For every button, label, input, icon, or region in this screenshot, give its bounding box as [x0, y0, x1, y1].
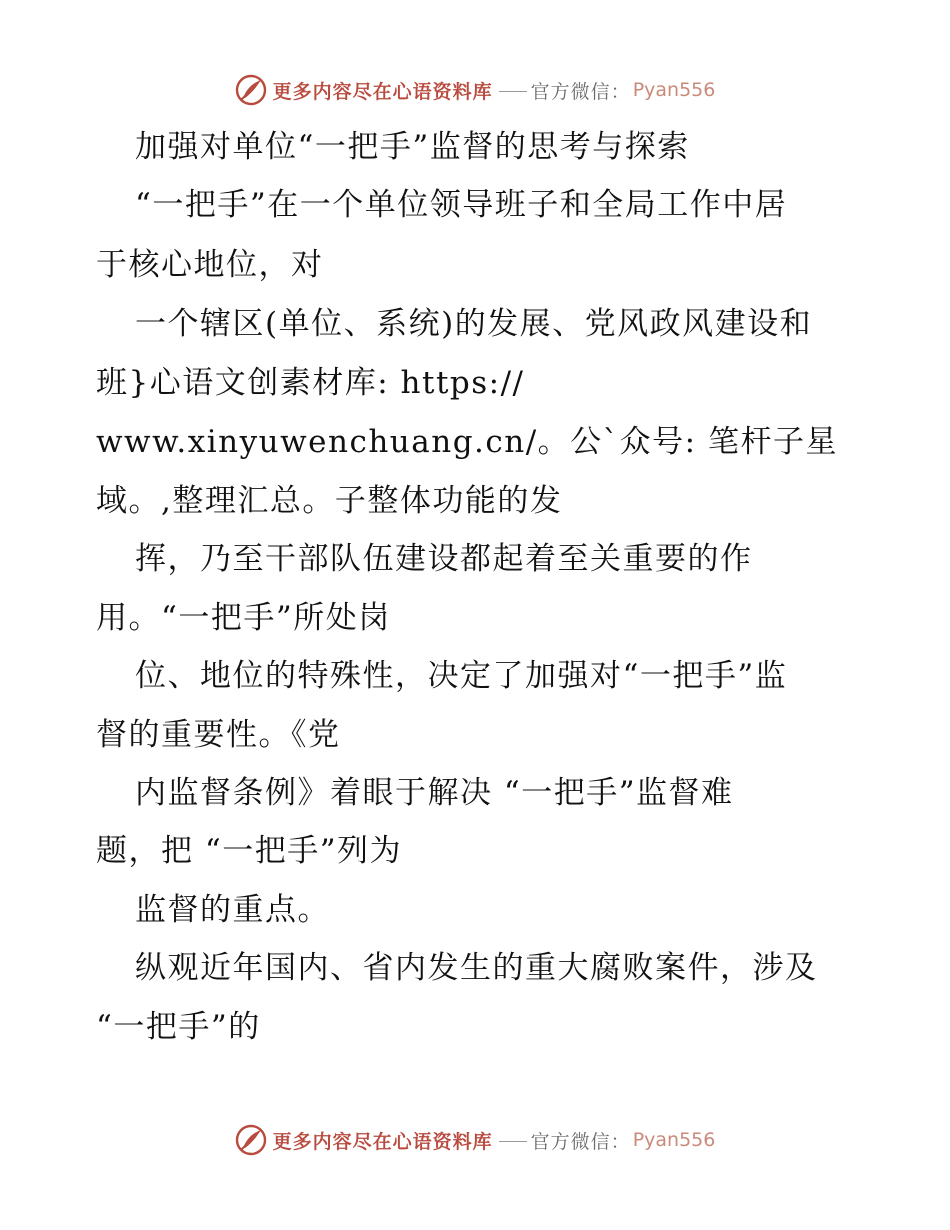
- header-banner: [0, 70, 950, 110]
- banner-contact-label: 官方微信：: [530, 80, 631, 103]
- text-line: 题，把 “一把手”列为: [96, 833, 403, 869]
- banner-brand: 更多内容尽在心语资料库: [272, 1130, 493, 1153]
- text-line: 一个辖区(单位、系统)的发展、党风政风建设和: [135, 306, 813, 342]
- banner-contact-label: 官方微信：: [530, 1130, 631, 1153]
- quill-logo-icon: [235, 1124, 267, 1156]
- text-line: www.xinyuwenchuang.cn/。公`众号: 笔杆子星: [96, 424, 838, 460]
- banner-separator: [499, 1141, 527, 1142]
- text-line: 位、地位的特殊性，决定了加强对“一把手”监: [135, 658, 788, 694]
- text-line: 挥，乃至干部队伍建设都起着至关重要的作: [135, 541, 753, 577]
- document-title: 加强对单位“一把手”监督的思考与探索: [135, 129, 690, 165]
- banner-separator: [499, 91, 527, 92]
- text-line: 监督的重点。: [135, 892, 330, 928]
- banner-brand: 更多内容尽在心语资料库: [272, 80, 493, 103]
- text-line: 内监督条例》着眼于解决 “一把手”监督难: [135, 775, 734, 811]
- text-line: 于核心地位，对: [96, 247, 324, 283]
- footer-banner: [0, 1120, 950, 1160]
- text-line: “一把手”的: [96, 1009, 261, 1045]
- text-line: 域。,整理汇总。子整体功能的发: [96, 483, 563, 519]
- text-line: 纵观近年国内、省内发生的重大腐败案件，涉及: [135, 950, 818, 986]
- text-line: “一把手”在一个单位领导班子和全局工作中居: [135, 187, 788, 223]
- text-line: 班}心语文创素材库: https://: [96, 365, 525, 401]
- banner-contact-id: Pyan556: [632, 1129, 716, 1151]
- banner-contact-id: Pyan556: [632, 79, 716, 101]
- text-line: 用。“一把手”所处岗: [96, 600, 391, 636]
- quill-logo-icon: [235, 74, 267, 106]
- text-line: 督的重要性。《党: [96, 717, 341, 753]
